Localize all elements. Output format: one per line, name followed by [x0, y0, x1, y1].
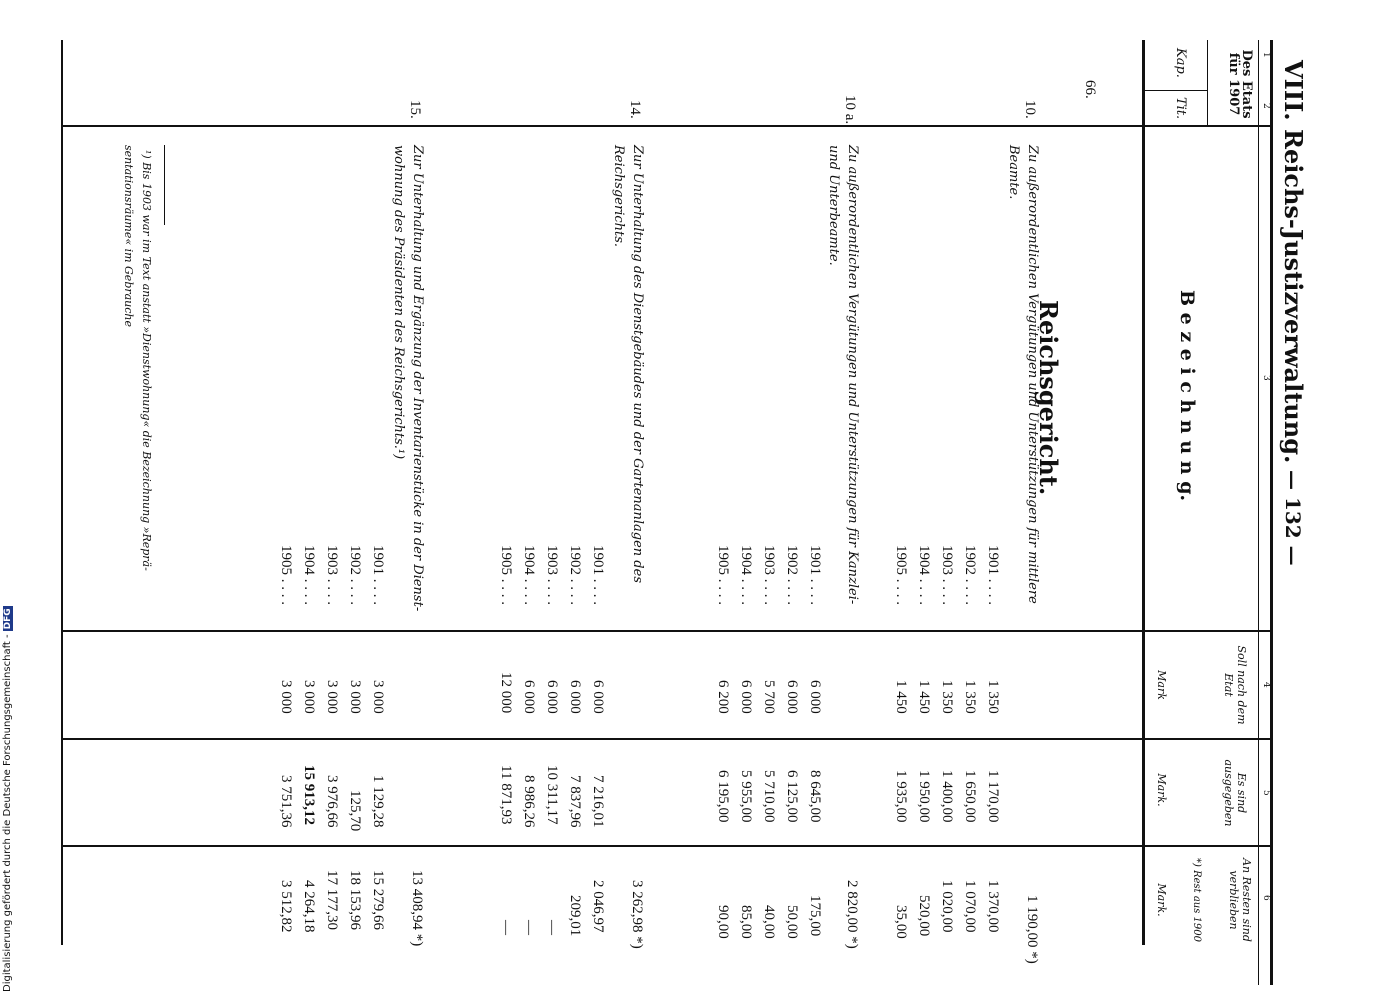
- row4-ausg-4: 15 913,12: [301, 765, 317, 825]
- row4-year-1: 1901 . . . .: [370, 545, 386, 605]
- row3-reste-5: —: [498, 920, 514, 935]
- row3-ausg-5: 11 871,93: [498, 765, 514, 825]
- row2-tit: 10 a.: [842, 95, 858, 125]
- row1-ausg-5: 1 935,00: [893, 770, 909, 823]
- row4-soll-4: 3 000: [301, 680, 317, 714]
- col6-unit: Mark.: [1155, 883, 1168, 917]
- row1-year-3: 1903 . . . .: [939, 545, 955, 605]
- row3-reste-2: 209,01: [567, 895, 583, 937]
- digitization-credit: [2, 608, 16, 992]
- row3-soll-5: 12 000: [498, 672, 514, 714]
- row3-year-4: 1904 . . . .: [521, 545, 537, 605]
- row3-year-5: 1905 . . . .: [498, 545, 514, 605]
- col-number-2: 2: [1261, 103, 1271, 109]
- row2-reste-5: 90,00: [715, 905, 731, 939]
- col-divider-1: [63, 125, 1273, 127]
- row2-year-3: 1903 . . . .: [761, 545, 777, 605]
- row4-reste-1: 15 279,66: [370, 870, 386, 930]
- col4-title: Soll nach dem Etat: [1222, 645, 1248, 725]
- row4-year-2: 1902 . . . .: [347, 545, 363, 605]
- col-number-6: 6: [1261, 895, 1271, 901]
- row1-text-2: Beamte.: [1006, 145, 1021, 200]
- row4-reste-first: 13 408,94 *): [409, 870, 425, 947]
- row2-soll-4: 6 000: [738, 680, 754, 714]
- body-bottom-rule: [61, 40, 63, 945]
- row4-ausg-2: 125,70: [347, 790, 363, 832]
- row3-year-3: 1903 . . . .: [544, 545, 560, 605]
- row1-year-4: 1904 . . . .: [916, 545, 932, 605]
- footnote-line-2: sentationsräume« im Gebrauche: [122, 145, 135, 328]
- col-divider-4: [63, 738, 1273, 740]
- row2-soll-2: 6 000: [784, 680, 800, 714]
- row4-year-5: 1905 . . . .: [278, 545, 294, 605]
- row2-text-1: Zu außerordentlichen Vergütungen und Unterstützungen für Kanzlei-: [845, 145, 860, 605]
- col-number-5: 5: [1261, 790, 1271, 796]
- row4-year-3: 1903 . . . .: [324, 545, 340, 605]
- row1-ausg-1: 1 170,00: [985, 770, 1001, 823]
- row2-year-4: 1904 . . . .: [738, 545, 754, 605]
- row1-ausg-2: 1 650,00: [962, 770, 978, 823]
- section-title: Reichsgericht.: [1034, 300, 1063, 496]
- row4-reste-4: 4 264,18: [301, 880, 317, 933]
- row2-year-1: 1901 . . . .: [807, 545, 823, 605]
- row3-soll-3: 6 000: [544, 680, 560, 714]
- row3-ausg-2: 7 837,96: [567, 775, 583, 828]
- row3-text-1: Zur Unterhaltung des Dienstgebäudes und der Gartenanlagen des: [630, 145, 645, 583]
- row1-year-1: 1901 . . . .: [985, 545, 1001, 605]
- row3-soll-4: 6 000: [521, 680, 537, 714]
- row4-soll-2: 3 000: [347, 680, 363, 714]
- kap-tit-divider: [1145, 90, 1207, 91]
- row1-ausg-4: 1 950,00: [916, 770, 932, 823]
- digitization-credit-text: Digitalisierung gefördert durch die Deutsche Forschungsgemeinschaft -: [2, 634, 13, 992]
- row1-soll-1: 1 350: [985, 680, 1001, 714]
- row2-year-2: 1902 . . . .: [784, 545, 800, 605]
- header-number-rule: [1258, 40, 1259, 985]
- row1-reste-first: 1 190,00 *): [1024, 895, 1040, 964]
- row1-soll-2: 1 350: [962, 680, 978, 714]
- dfg-logo-icon: DFG: [3, 608, 13, 630]
- row4-text-1: Zur Unterhaltung und Ergänzung der Inventarienstücke in der Dienst-: [410, 145, 425, 612]
- row4-soll-5: 3 000: [278, 680, 294, 714]
- row3-reste-first: 3 262,98 *): [629, 880, 645, 949]
- header-bottom-rule: [1142, 40, 1145, 945]
- col5-unit: Mark.: [1155, 773, 1168, 807]
- row1-ausg-3: 1 400,00: [939, 770, 955, 823]
- kap-number: 66.: [1082, 80, 1098, 99]
- row2-reste-3: 40,00: [761, 905, 777, 939]
- col6-title: An Resten sind verblieben: [1227, 858, 1253, 942]
- row3-ausg-1: 7 216,01: [590, 775, 606, 828]
- row1-tit: 10.: [1022, 100, 1038, 119]
- row3-ausg-3: 10 311,17: [544, 765, 560, 825]
- header-top-rule: [1270, 40, 1273, 985]
- row1-text-1: Zu außerordentlichen Vergütungen und Unterstützungen für mittlere: [1025, 145, 1040, 604]
- row3-soll-2: 6 000: [567, 680, 583, 714]
- col-divider-5: [63, 845, 1273, 847]
- row2-reste-first: 2 820,00 *): [844, 880, 860, 949]
- row4-reste-2: 18 153,96: [347, 870, 363, 930]
- col-number-3: 3: [1261, 375, 1271, 381]
- row2-soll-1: 6 000: [807, 680, 823, 714]
- col-number-4: 4: [1261, 682, 1271, 688]
- row1-reste-5: 35,00: [893, 905, 909, 939]
- row1-year-2: 1902 . . . .: [962, 545, 978, 605]
- kap-label: Kap.: [1173, 48, 1188, 78]
- bezeichnung-title: B e z e i c h n u n g.: [1176, 290, 1198, 502]
- row4-year-4: 1904 . . . .: [301, 545, 317, 605]
- row1-soll-4: 1 450: [916, 680, 932, 714]
- row2-ausg-4: 5 955,00: [738, 770, 754, 823]
- row4-tit: 15.: [407, 100, 423, 119]
- footnote-rule: [164, 145, 165, 225]
- row4-ausg-1: 1 129,28: [370, 775, 386, 828]
- row2-text-2: und Unterbeamte.: [826, 145, 841, 266]
- row3-text-2: Reichsgerichts.: [611, 145, 626, 248]
- kap-tit-rule: [1207, 40, 1208, 125]
- row2-soll-5: 6 200: [715, 680, 731, 714]
- row3-reste-4: —: [521, 920, 537, 935]
- col-divider-3: [63, 630, 1273, 632]
- tit-label: Tit.: [1173, 97, 1188, 120]
- row3-tit: 14.: [627, 100, 643, 119]
- row4-soll-3: 3 000: [324, 680, 340, 714]
- row4-ausg-5: 3 751,36: [278, 775, 294, 828]
- col5-title: Es sind ausgegeben: [1222, 759, 1248, 827]
- row1-reste-4: 520,00: [916, 895, 932, 937]
- row2-reste-2: 50,00: [784, 905, 800, 939]
- row4-soll-1: 3 000: [370, 680, 386, 714]
- row3-soll-1: 6 000: [590, 680, 606, 714]
- row3-reste-1: 2 046,97: [590, 880, 606, 933]
- row2-year-5: 1905 . . . .: [715, 545, 731, 605]
- col-number-1: 1: [1261, 52, 1271, 58]
- row2-reste-4: 85,00: [738, 905, 754, 939]
- col1-title: Des Etats für 1907: [1226, 49, 1254, 119]
- row4-reste-5: 3 512,82: [278, 880, 294, 933]
- chapter-title: VIII. Reichs-Justizverwaltung.: [1279, 60, 1308, 464]
- row2-ausg-1: 8 645,00: [807, 770, 823, 823]
- row3-year-1: 1901 . . . .: [590, 545, 606, 605]
- row4-ausg-3: 3 976,66: [324, 775, 340, 828]
- row4-text-2: wohnung des Präsidenten des Reichsgerichts.¹): [391, 145, 406, 460]
- row3-year-2: 1902 . . . .: [567, 545, 583, 605]
- page-number: — 132 —: [1281, 470, 1305, 566]
- footnote-line-1: ¹) Bis 1903 war im Text anstatt »Dienstwohnung« die Bezeichnung »Reprä-: [140, 150, 153, 571]
- row3-ausg-4: 8 986,26: [521, 775, 537, 828]
- row2-ausg-3: 5 710,00: [761, 770, 777, 823]
- row1-reste-2: 1 070,00: [962, 880, 978, 933]
- row4-reste-3: 17 177,30: [324, 870, 340, 930]
- row1-soll-5: 1 450: [893, 680, 909, 714]
- row2-ausg-2: 6 125,00: [784, 770, 800, 823]
- row1-year-5: 1905 . . . .: [893, 545, 909, 605]
- row2-ausg-5: 6 195,00: [715, 770, 731, 823]
- col6-sub: *) Rest aus 1900: [1191, 857, 1202, 943]
- row3-reste-3: —: [544, 920, 560, 935]
- row1-reste-3: 1 020,00: [939, 880, 955, 933]
- col4-unit: Mark: [1155, 670, 1168, 700]
- row1-soll-3: 1 350: [939, 680, 955, 714]
- row1-reste-1: 1 370,00: [985, 880, 1001, 933]
- row2-soll-3: 5 700: [761, 680, 777, 714]
- row2-reste-1: 175,00: [807, 895, 823, 937]
